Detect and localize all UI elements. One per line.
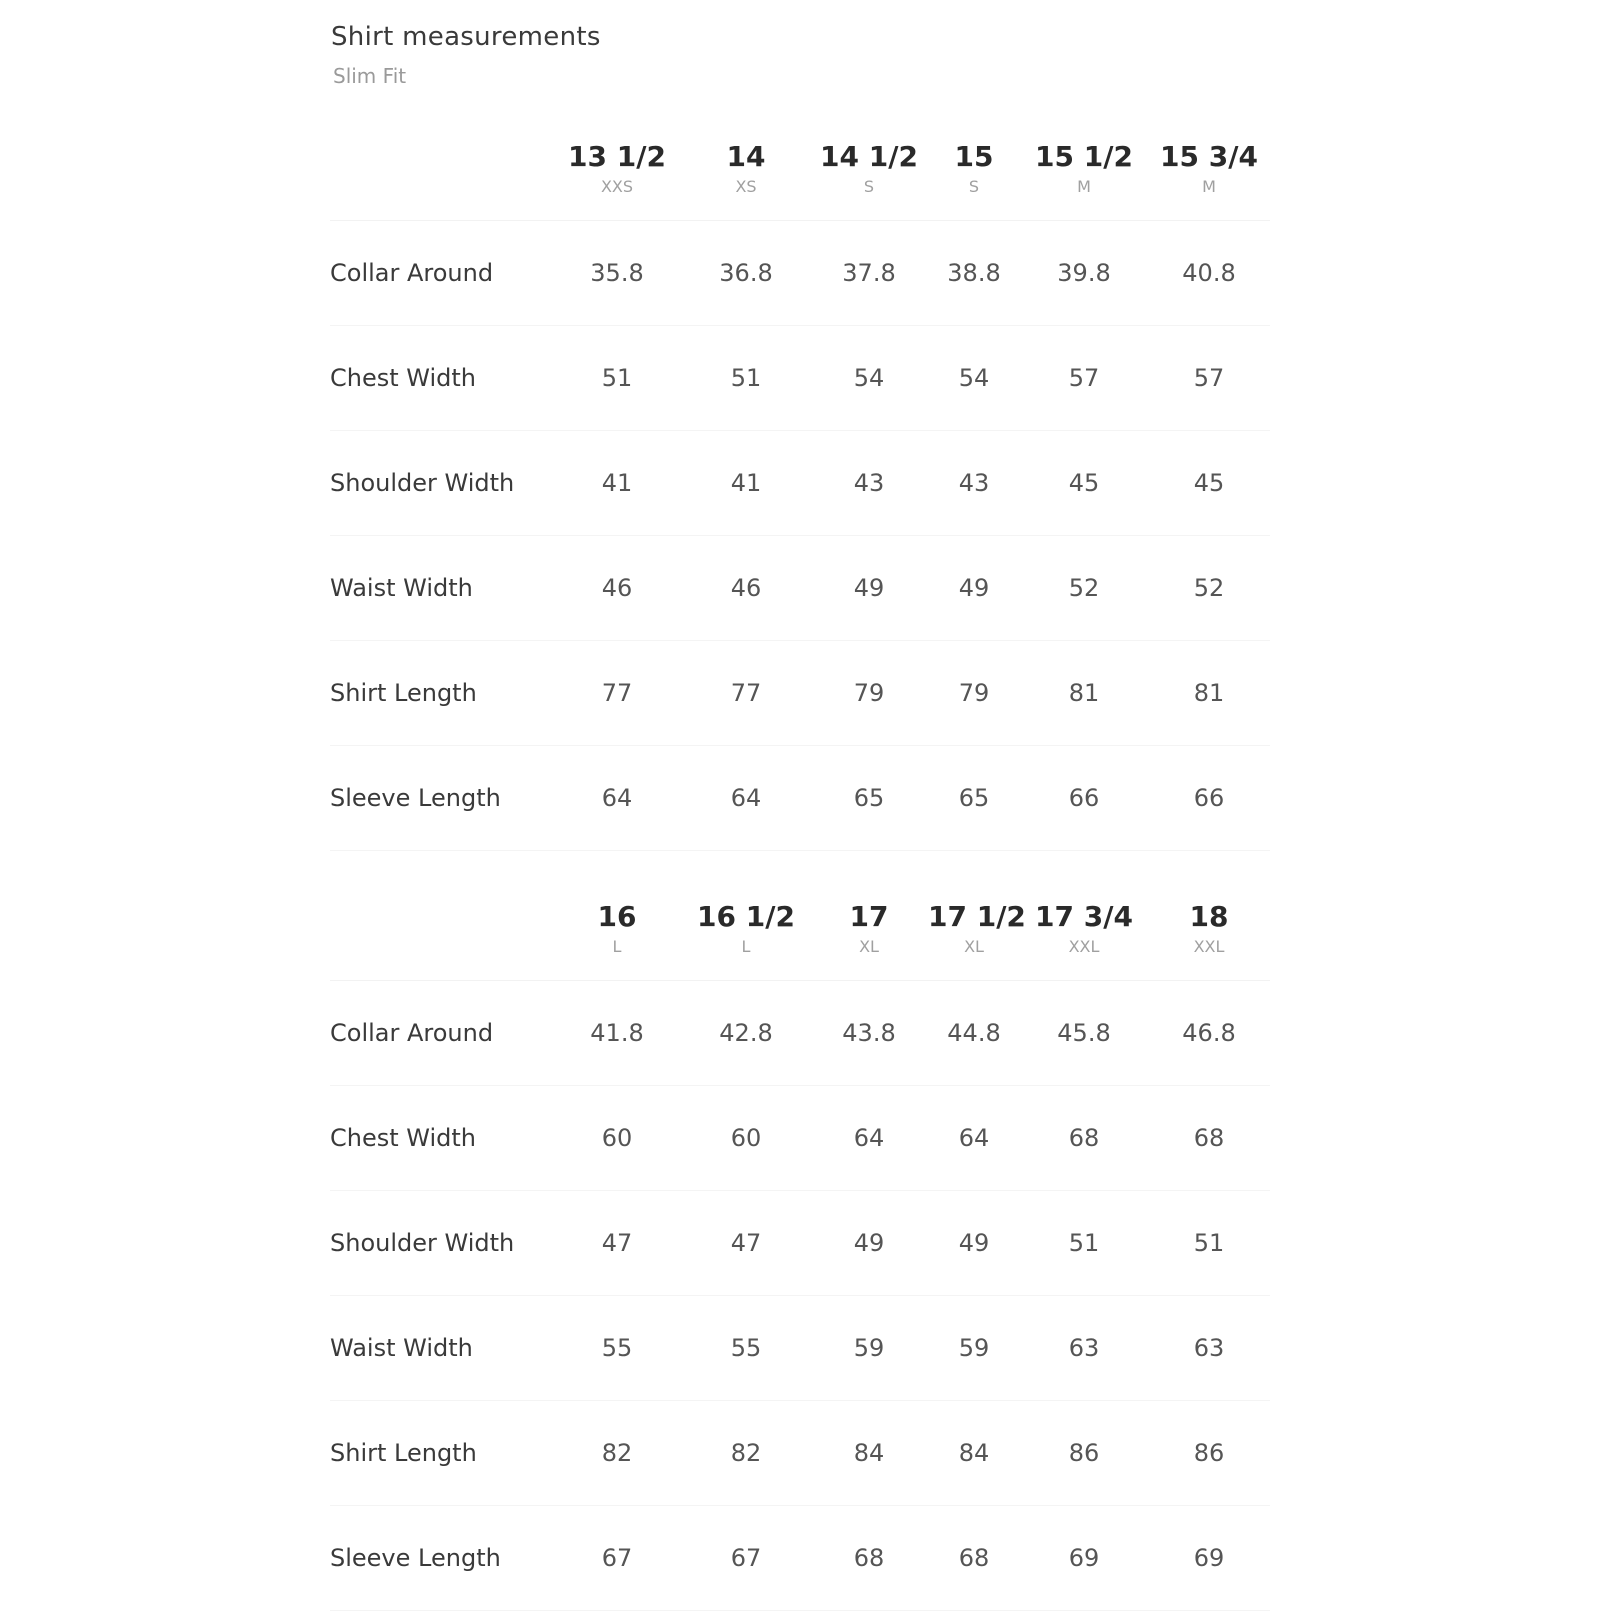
measurement-value: 64 bbox=[928, 1086, 1020, 1191]
measurement-value: 45 bbox=[1020, 431, 1148, 536]
measurement-value: 84 bbox=[810, 1401, 928, 1506]
measurement-value: 49 bbox=[928, 1191, 1020, 1296]
measurement-value: 51 bbox=[1148, 1191, 1270, 1296]
measurement-value: 52 bbox=[1020, 536, 1148, 641]
measurement-value: 81 bbox=[1020, 641, 1148, 746]
table-row bbox=[330, 1296, 1270, 1401]
measurement-value: 64 bbox=[810, 1086, 928, 1191]
table-row bbox=[330, 1191, 1270, 1296]
measurement-label: Chest Width bbox=[330, 326, 552, 431]
table-row bbox=[330, 746, 1270, 851]
size-number: 15 1/2 bbox=[1035, 140, 1133, 173]
measurement-value: 57 bbox=[1148, 326, 1270, 431]
measurement-value: 86 bbox=[1148, 1401, 1270, 1506]
measurement-value: 54 bbox=[810, 326, 928, 431]
size-header-cell bbox=[928, 118, 1020, 221]
size-header-cell bbox=[810, 118, 928, 221]
measurement-value: 67 bbox=[552, 1506, 682, 1611]
table-body bbox=[330, 221, 1270, 851]
measurement-value: 77 bbox=[682, 641, 810, 746]
measurement-label: Shoulder Width bbox=[330, 1191, 552, 1296]
measurement-value: 35.8 bbox=[552, 221, 682, 326]
measurement-value: 63 bbox=[1148, 1296, 1270, 1401]
measurement-value: 84 bbox=[928, 1401, 1020, 1506]
measurement-value: 45 bbox=[1148, 431, 1270, 536]
size-header-cell bbox=[552, 118, 682, 221]
size-number: 14 bbox=[726, 140, 766, 173]
measurement-label: Shirt Length bbox=[330, 641, 552, 746]
table-row bbox=[330, 1086, 1270, 1191]
size-number: 14 1/2 bbox=[820, 140, 918, 173]
measurement-value: 65 bbox=[928, 746, 1020, 851]
table-body bbox=[330, 981, 1270, 1611]
size-header-row bbox=[330, 118, 1270, 221]
measurements-table-2 bbox=[330, 878, 1270, 1611]
table-row bbox=[330, 981, 1270, 1086]
measurement-value: 82 bbox=[552, 1401, 682, 1506]
header-corner-cell bbox=[330, 118, 552, 221]
measurement-value: 49 bbox=[928, 536, 1020, 641]
measurement-value: 46.8 bbox=[1148, 981, 1270, 1086]
size-number: 17 1/2 bbox=[928, 900, 1026, 933]
measurement-value: 52 bbox=[1148, 536, 1270, 641]
size-letter: S bbox=[968, 177, 980, 196]
table-row bbox=[330, 1401, 1270, 1506]
measurements-table-1 bbox=[330, 118, 1270, 851]
table-row bbox=[330, 221, 1270, 326]
size-number: 17 3/4 bbox=[1035, 900, 1133, 933]
size-header-cell bbox=[682, 878, 810, 981]
table-row bbox=[330, 1506, 1270, 1611]
measurement-value: 42.8 bbox=[682, 981, 810, 1086]
measurement-value: 68 bbox=[1148, 1086, 1270, 1191]
measurement-value: 86 bbox=[1020, 1401, 1148, 1506]
table-row bbox=[330, 431, 1270, 536]
measurement-value: 46 bbox=[552, 536, 682, 641]
measurement-value: 68 bbox=[810, 1506, 928, 1611]
measurement-value: 43 bbox=[810, 431, 928, 536]
size-number: 15 3/4 bbox=[1160, 140, 1258, 173]
size-letter: XL bbox=[859, 937, 879, 956]
size-header-cell bbox=[1148, 878, 1270, 981]
measurement-value: 64 bbox=[682, 746, 810, 851]
size-letter: L bbox=[612, 937, 622, 956]
page-title: Shirt measurements bbox=[331, 22, 601, 52]
fit-subtitle: Slim Fit bbox=[333, 64, 407, 88]
size-number: 13 1/2 bbox=[568, 140, 666, 173]
measurement-value: 79 bbox=[810, 641, 928, 746]
measurement-value: 39.8 bbox=[1020, 221, 1148, 326]
measurement-value: 47 bbox=[682, 1191, 810, 1296]
measurement-value: 67 bbox=[682, 1506, 810, 1611]
measurement-value: 36.8 bbox=[682, 221, 810, 326]
size-letter: XL bbox=[964, 937, 984, 956]
measurement-value: 57 bbox=[1020, 326, 1148, 431]
size-number: 16 1/2 bbox=[697, 900, 795, 933]
measurement-value: 60 bbox=[552, 1086, 682, 1191]
measurement-value: 64 bbox=[552, 746, 682, 851]
measurement-value: 66 bbox=[1148, 746, 1270, 851]
measurement-label: Shoulder Width bbox=[330, 431, 552, 536]
size-header-row bbox=[330, 878, 1270, 981]
measurement-value: 44.8 bbox=[928, 981, 1020, 1086]
size-letter: S bbox=[863, 177, 875, 196]
measurement-value: 68 bbox=[1020, 1086, 1148, 1191]
size-letter: L bbox=[741, 937, 751, 956]
size-number: 18 bbox=[1189, 900, 1229, 933]
measurement-label: Collar Around bbox=[330, 221, 552, 326]
measurement-value: 49 bbox=[810, 1191, 928, 1296]
measurement-value: 43 bbox=[928, 431, 1020, 536]
table-row bbox=[330, 641, 1270, 746]
measurement-label: Collar Around bbox=[330, 981, 552, 1086]
measurement-value: 77 bbox=[552, 641, 682, 746]
measurement-label: Shirt Length bbox=[330, 1401, 552, 1506]
measurement-value: 41 bbox=[552, 431, 682, 536]
size-letter: M bbox=[1202, 177, 1216, 196]
measurement-value: 41.8 bbox=[552, 981, 682, 1086]
table-header bbox=[330, 118, 1270, 221]
size-header-cell bbox=[1020, 878, 1148, 981]
measurement-label: Waist Width bbox=[330, 536, 552, 641]
header-corner-cell bbox=[330, 878, 552, 981]
measurement-value: 47 bbox=[552, 1191, 682, 1296]
measurement-value: 65 bbox=[810, 746, 928, 851]
size-header-cell bbox=[928, 878, 1026, 981]
size-header-cell bbox=[682, 118, 810, 221]
measurement-value: 55 bbox=[682, 1296, 810, 1401]
measurement-label: Waist Width bbox=[330, 1296, 552, 1401]
measurement-value: 41 bbox=[682, 431, 810, 536]
measurement-value: 59 bbox=[810, 1296, 928, 1401]
measurement-value: 68 bbox=[928, 1506, 1020, 1611]
measurement-value: 51 bbox=[552, 326, 682, 431]
size-letter: XS bbox=[735, 177, 757, 196]
measurement-value: 45.8 bbox=[1020, 981, 1148, 1086]
size-letter: XXL bbox=[1068, 937, 1100, 956]
size-header-cell bbox=[810, 878, 928, 981]
measurement-value: 79 bbox=[928, 641, 1020, 746]
size-number: 15 bbox=[954, 140, 994, 173]
measurement-value: 69 bbox=[1148, 1506, 1270, 1611]
size-letter: M bbox=[1077, 177, 1091, 196]
measurement-value: 51 bbox=[682, 326, 810, 431]
measurement-value: 55 bbox=[552, 1296, 682, 1401]
measurement-value: 51 bbox=[1020, 1191, 1148, 1296]
measurement-value: 59 bbox=[928, 1296, 1020, 1401]
size-letter: XXS bbox=[600, 177, 634, 196]
measurement-value: 81 bbox=[1148, 641, 1270, 746]
size-number: 16 bbox=[597, 900, 637, 933]
measurement-value: 40.8 bbox=[1148, 221, 1270, 326]
measurement-value: 43.8 bbox=[810, 981, 928, 1086]
table-row bbox=[330, 326, 1270, 431]
table-header bbox=[330, 878, 1270, 981]
measurement-value: 49 bbox=[810, 536, 928, 641]
measurement-value: 66 bbox=[1020, 746, 1148, 851]
measurement-value: 82 bbox=[682, 1401, 810, 1506]
measurement-label: Sleeve Length bbox=[330, 1506, 552, 1611]
size-header-cell bbox=[1148, 118, 1270, 221]
measurement-label: Chest Width bbox=[330, 1086, 552, 1191]
size-number: 17 bbox=[849, 900, 889, 933]
measurement-label: Sleeve Length bbox=[330, 746, 552, 851]
size-header-cell bbox=[1020, 118, 1148, 221]
size-letter: XXL bbox=[1193, 937, 1225, 956]
measurement-value: 54 bbox=[928, 326, 1020, 431]
measurement-value: 37.8 bbox=[810, 221, 928, 326]
table-row bbox=[330, 536, 1270, 641]
measurement-value: 60 bbox=[682, 1086, 810, 1191]
size-header-cell bbox=[552, 878, 682, 981]
measurement-value: 63 bbox=[1020, 1296, 1148, 1401]
measurement-value: 38.8 bbox=[928, 221, 1020, 326]
measurement-value: 69 bbox=[1020, 1506, 1148, 1611]
measurement-value: 46 bbox=[682, 536, 810, 641]
